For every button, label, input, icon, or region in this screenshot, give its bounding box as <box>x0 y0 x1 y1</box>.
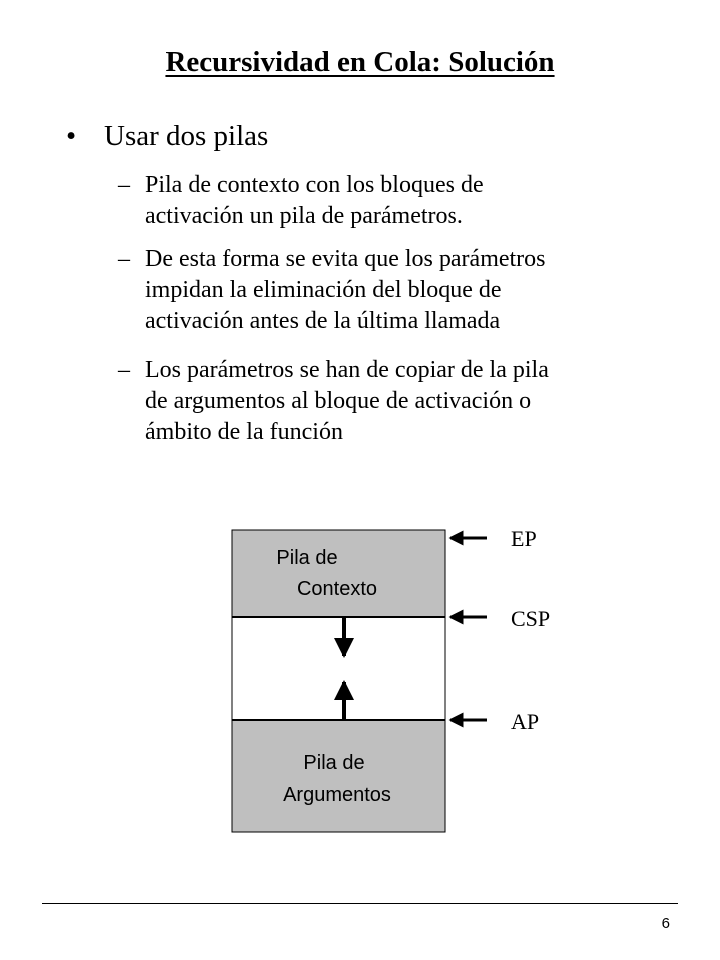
subitem-line: De esta forma se evita que los parámetros <box>145 246 546 272</box>
context-box-label-1: Pila de <box>276 547 338 569</box>
context-stack-box <box>232 530 445 617</box>
subitem-line: Los parámetros se han de copiar de la pila <box>145 357 549 383</box>
free-space-box <box>232 617 445 720</box>
subitem-line: activación antes de la última llamada <box>145 308 501 334</box>
ep-label: EP <box>511 526 537 551</box>
context-box-label-2: Contexto <box>296 578 378 600</box>
main-bullet-text: Usar dos pilas <box>104 120 269 152</box>
slide-title: Recursividad en Cola: Solución <box>165 46 555 78</box>
dash-icon: – <box>118 357 130 383</box>
bullet-dot-icon: • <box>66 120 77 152</box>
subitem-line: impidan la eliminación del bloque de <box>145 277 502 303</box>
subitem-line: de argumentos al bloque de activación o <box>145 388 532 414</box>
dash-icon: – <box>118 172 130 198</box>
footer-divider <box>42 903 678 904</box>
page-number: 6 <box>661 915 670 932</box>
subitem-line: activación un pila de parámetros. <box>145 203 463 229</box>
subitem-line: Pila de contexto con los bloques de <box>145 172 484 198</box>
csp-label: CSP <box>511 606 551 631</box>
args-box-label-1: Pila de <box>303 752 365 774</box>
subitem-line: ámbito de la función <box>145 419 343 445</box>
args-stack-box <box>232 720 445 832</box>
dash-icon: – <box>118 246 130 272</box>
args-box-label-2: Argumentos <box>283 784 391 806</box>
ap-label: AP <box>511 709 540 734</box>
